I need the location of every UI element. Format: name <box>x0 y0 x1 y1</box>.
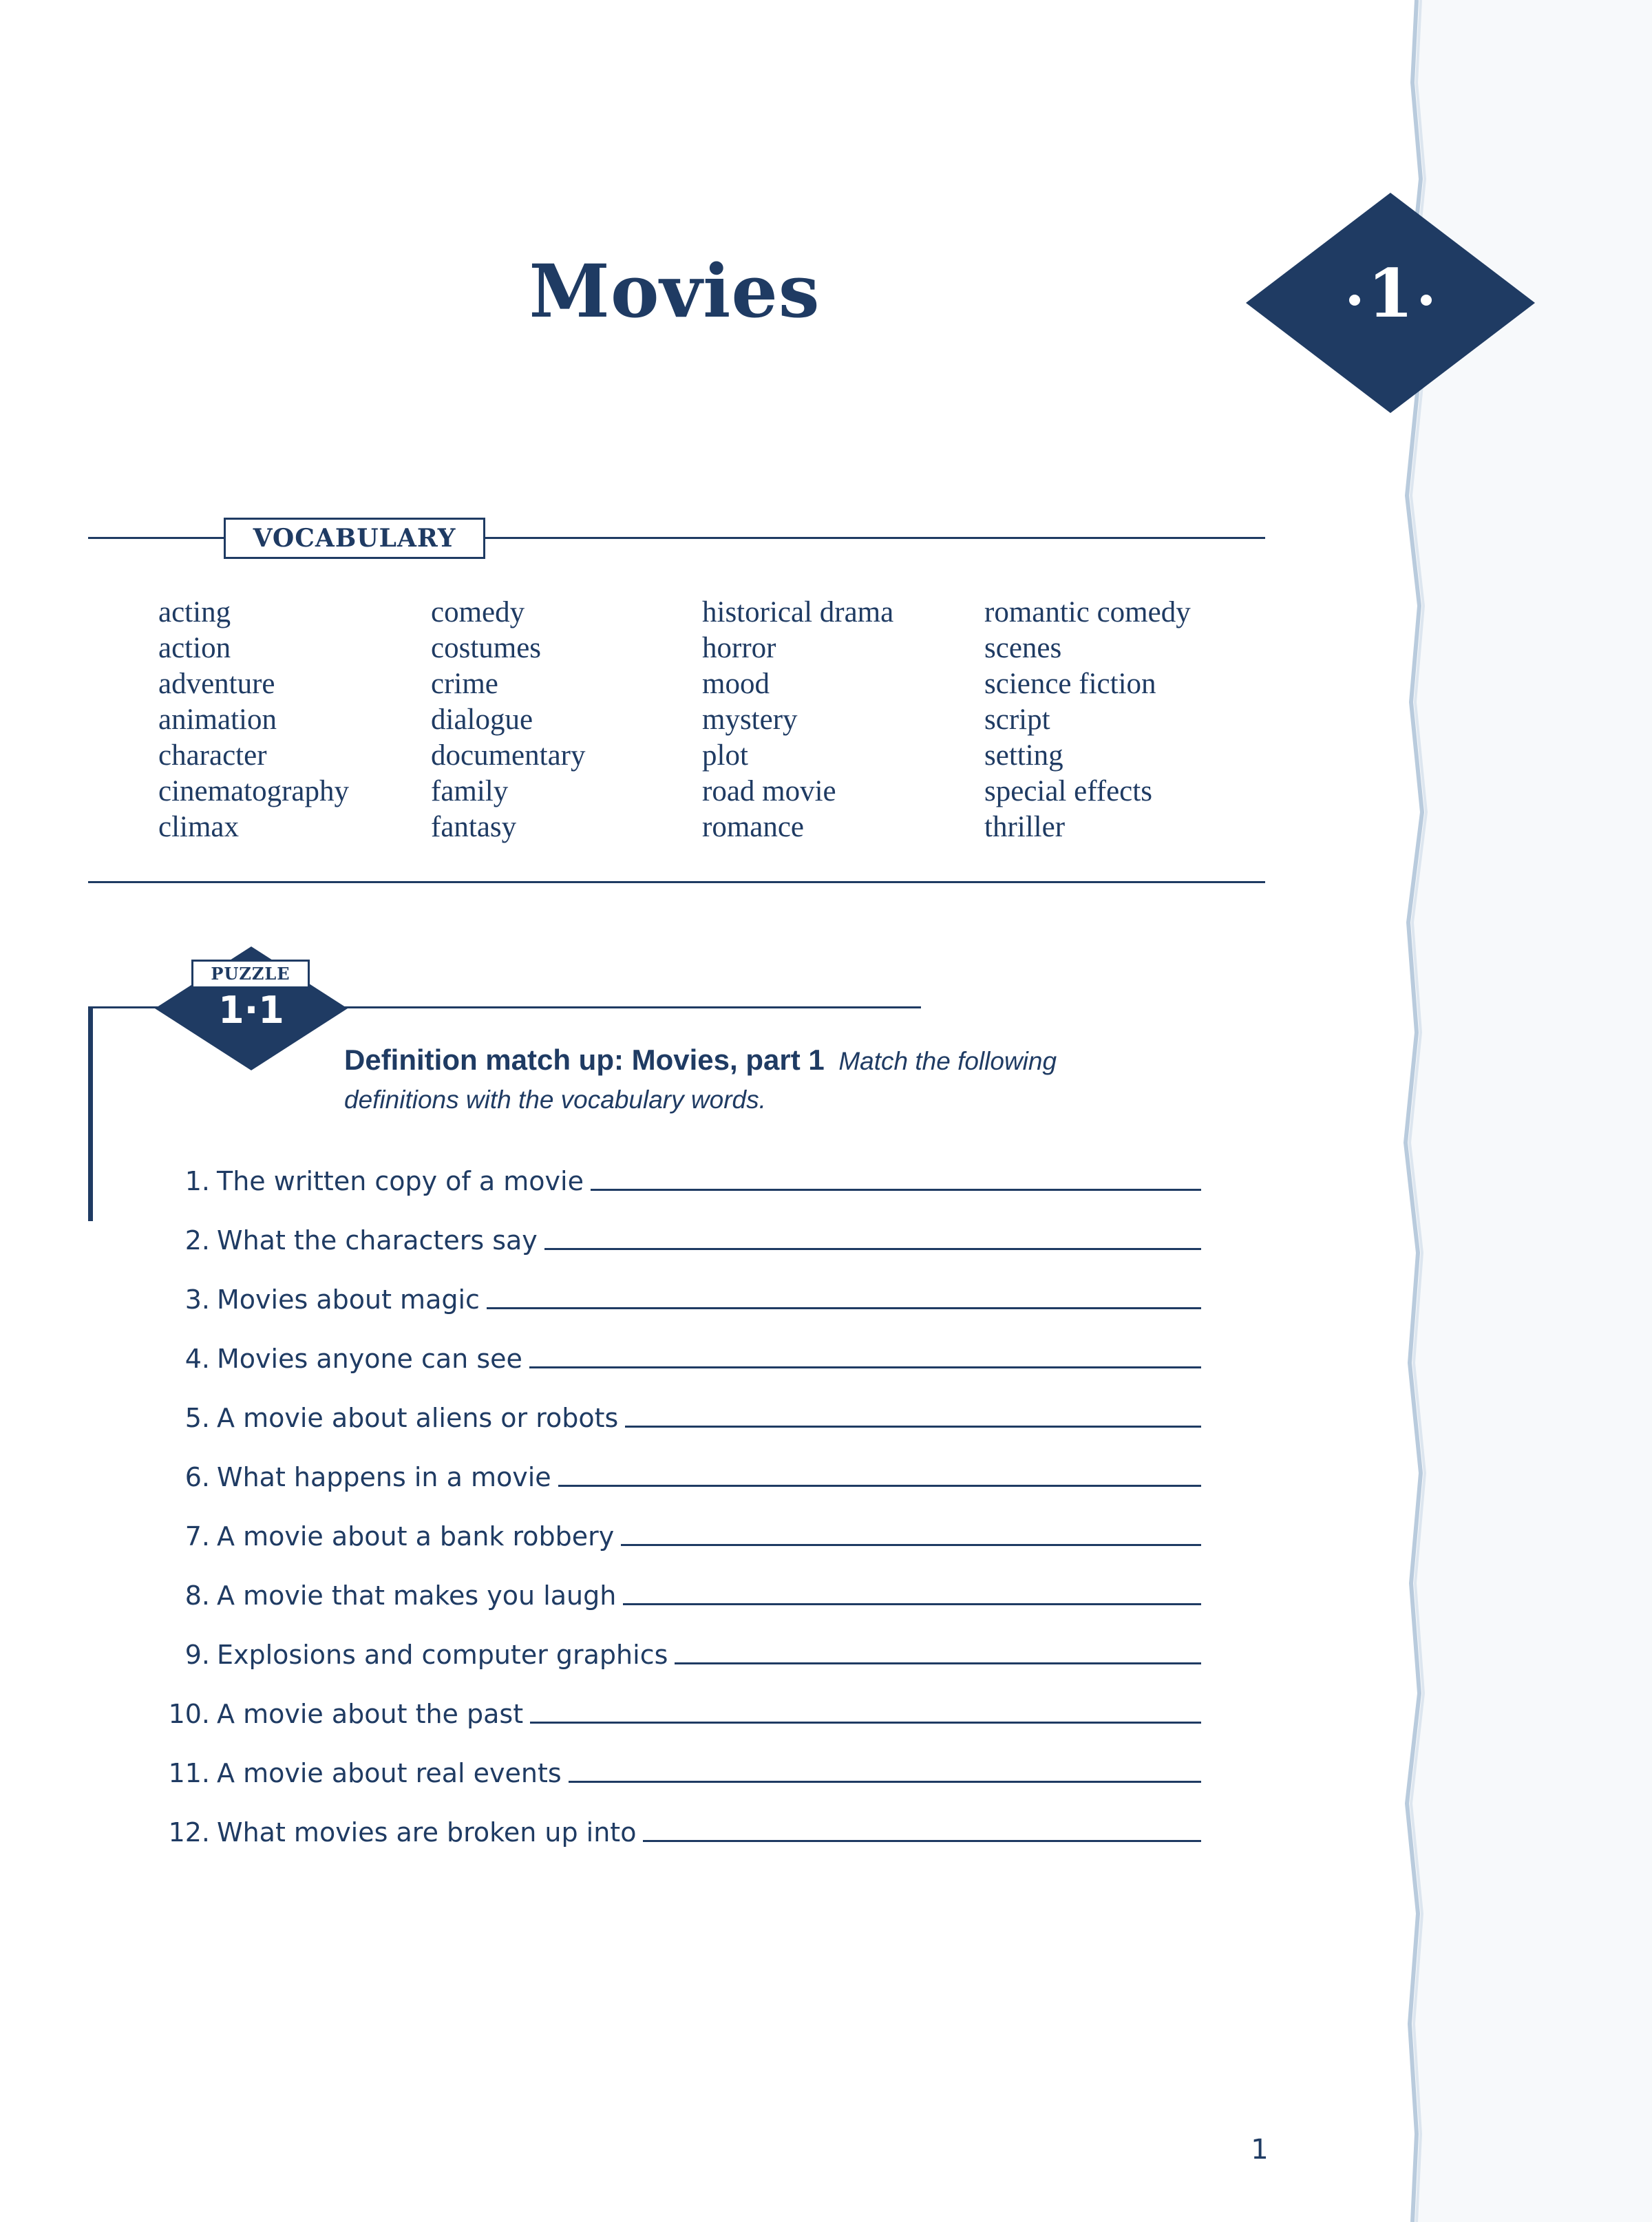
answer-line[interactable] <box>625 1426 1201 1428</box>
question-number: 4. <box>184 1344 210 1374</box>
vocabulary-word: science fiction <box>984 668 1156 700</box>
question-item <box>138 1688 1201 1729</box>
question-number: 12. <box>168 1817 210 1848</box>
puzzle-label: PUZZLE <box>191 960 310 988</box>
answer-line[interactable] <box>530 1722 1201 1724</box>
answer-line[interactable] <box>623 1603 1201 1605</box>
vocabulary-word: acting <box>158 596 231 628</box>
puzzle-side-bar <box>88 1006 93 1221</box>
puzzle-instructions-block <box>344 1041 1170 1119</box>
question-text: A movie about the past <box>217 1699 524 1729</box>
question-number: 10. <box>168 1699 210 1729</box>
vocabulary-word: animation <box>158 703 277 736</box>
vocabulary-word: romantic comedy <box>984 596 1191 628</box>
question-number: 3. <box>184 1284 210 1315</box>
question-text: A movie about a bank robbery <box>217 1521 615 1552</box>
vocabulary-word: dialogue <box>431 703 533 736</box>
question-item <box>138 1747 1201 1788</box>
answer-line[interactable] <box>675 1662 1201 1664</box>
question-text: What movies are broken up into <box>217 1817 637 1848</box>
vocabulary-word: scenes <box>984 632 1062 664</box>
chapter-dot-right <box>1421 295 1432 306</box>
puzzle-badge <box>151 943 351 1074</box>
vocabulary-word: costumes <box>431 632 542 664</box>
answer-line[interactable] <box>591 1189 1201 1191</box>
question-number: 8. <box>184 1580 210 1611</box>
chapter-badge <box>1246 193 1535 413</box>
question-text: The written copy of a movie <box>217 1166 584 1196</box>
vocabulary-column-3 <box>702 595 893 845</box>
vocabulary-word: adventure <box>158 668 275 700</box>
question-text: Movies anyone can see <box>217 1344 522 1374</box>
answer-line[interactable] <box>487 1307 1201 1309</box>
vocabulary-word: romance <box>702 811 805 843</box>
question-number: 1. <box>184 1166 210 1196</box>
puzzle-instructions: Match the following definitions with the vocabulary words. <box>344 1047 1057 1114</box>
question-item <box>138 1629 1201 1670</box>
answer-line[interactable] <box>529 1366 1201 1368</box>
question-text: What happens in a movie <box>217 1462 551 1492</box>
vocabulary-word: documentary <box>431 739 586 772</box>
vocabulary-word: cinematography <box>158 775 350 807</box>
question-item <box>138 1273 1201 1315</box>
vocabulary-word: comedy <box>431 596 525 628</box>
question-item <box>138 1333 1201 1374</box>
question-item <box>138 1392 1201 1433</box>
vocabulary-word: character <box>158 739 267 772</box>
question-item <box>138 1451 1201 1492</box>
vocabulary-word: plot <box>702 739 748 772</box>
question-number: 9. <box>184 1640 210 1670</box>
question-item <box>138 1569 1201 1611</box>
vocabulary-word: setting <box>984 739 1063 772</box>
answer-line[interactable] <box>558 1485 1201 1487</box>
answer-line[interactable] <box>643 1840 1201 1842</box>
vocabulary-word: family <box>431 775 509 807</box>
vocabulary-word: action <box>158 632 231 664</box>
answer-line[interactable] <box>569 1781 1201 1783</box>
vocabulary-word: crime <box>431 668 498 700</box>
chapter-number: 1 <box>1367 255 1414 332</box>
question-text: A movie about aliens or robots <box>217 1403 619 1433</box>
vocabulary-word: thriller <box>984 811 1066 843</box>
vocabulary-bottom-rule <box>88 881 1265 883</box>
question-number: 2. <box>184 1225 210 1256</box>
vocabulary-word: mystery <box>702 703 798 736</box>
question-text: A movie about real events <box>217 1758 562 1788</box>
answer-line[interactable] <box>621 1544 1201 1546</box>
question-text: A movie that makes you laugh <box>217 1580 617 1611</box>
puzzle-number: 1·1 <box>218 988 284 1032</box>
vocabulary-word: road movie <box>702 775 836 807</box>
vocabulary-column-1 <box>158 595 349 845</box>
page-number: 1 <box>1251 2134 1269 2166</box>
question-number: 5. <box>184 1403 210 1433</box>
question-text: What the characters say <box>217 1225 538 1256</box>
question-number: 11. <box>168 1758 210 1788</box>
vocabulary-word: horror <box>702 632 776 664</box>
question-item <box>138 1155 1201 1196</box>
vocabulary-word: special effects <box>984 775 1152 807</box>
question-number: 7. <box>184 1521 210 1552</box>
vocabulary-word: climax <box>158 811 240 843</box>
question-number: 6. <box>184 1462 210 1492</box>
answer-line[interactable] <box>544 1248 1201 1250</box>
question-item <box>138 1214 1201 1256</box>
question-text: Movies about magic <box>217 1284 480 1315</box>
question-item <box>138 1510 1201 1552</box>
puzzle-title: Definition match up: Movies, part 1 <box>344 1044 825 1076</box>
vocabulary-heading: VOCABULARY <box>224 518 485 559</box>
vocabulary-word: historical drama <box>702 596 894 628</box>
question-text: Explosions and computer graphics <box>217 1640 668 1670</box>
page-title: Movies <box>529 248 820 334</box>
vocabulary-word: mood <box>702 668 770 700</box>
vocabulary-column-4 <box>984 595 1191 845</box>
vocabulary-column-2 <box>431 595 585 845</box>
vocabulary-word: script <box>984 703 1050 736</box>
question-item <box>138 1806 1201 1848</box>
vocabulary-word: fantasy <box>431 811 517 843</box>
